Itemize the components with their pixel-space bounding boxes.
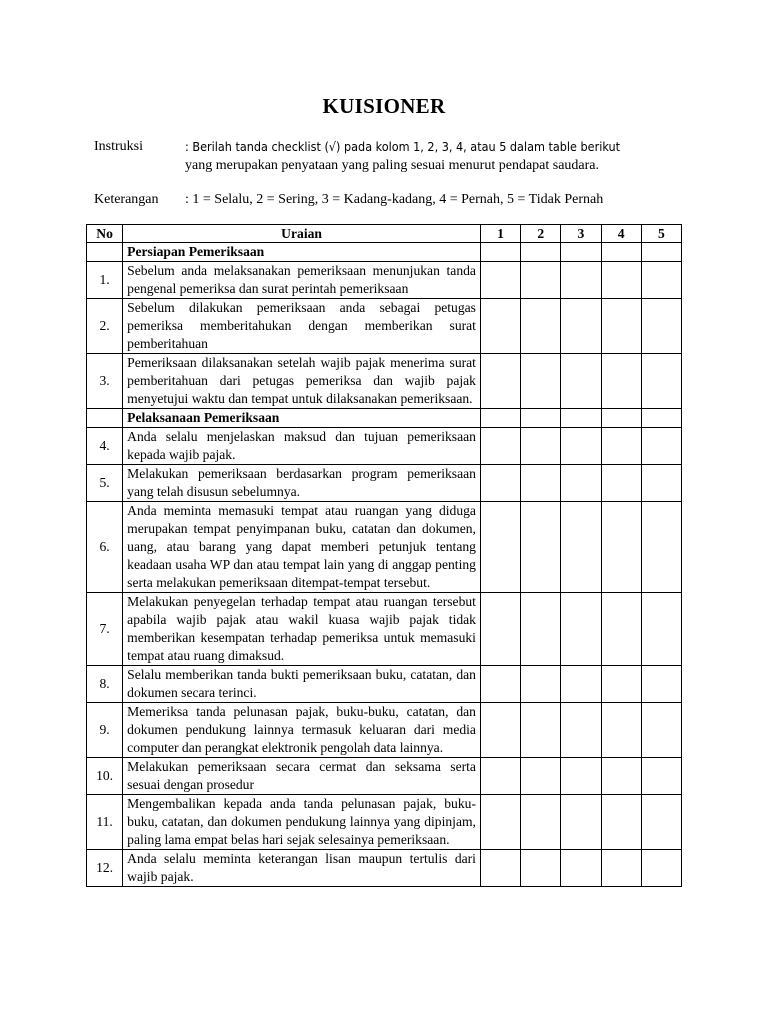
table-row [87, 299, 682, 354]
row-statement: Sebelum anda melaksanakan pemeriksaan menunjukan tanda pengenal pemeriksa dan surat perintah pemeriksaan [123, 262, 481, 299]
table-row [87, 354, 682, 409]
section-title: Pelaksanaan Pemeriksaan [123, 409, 481, 428]
answer-cell-2[interactable] [521, 850, 561, 887]
section-blank-cell [641, 409, 681, 428]
answer-cell-2[interactable] [521, 703, 561, 758]
answer-cell-1[interactable] [480, 354, 520, 409]
instruksi-label: Instruksi [94, 139, 143, 154]
section-blank-cell [641, 243, 681, 262]
section-title: Persiapan Pemeriksaan [123, 243, 481, 262]
answer-cell-1[interactable] [480, 703, 520, 758]
section-blank-cell [561, 409, 601, 428]
section-row [87, 243, 682, 262]
table-row [87, 703, 682, 758]
table-row [87, 428, 682, 465]
row-number: 9. [87, 703, 123, 758]
table-row [87, 666, 682, 703]
instruksi-line-2: yang merupakan penyataan yang paling sesuai menurut pendapat saudara. [185, 158, 600, 173]
answer-cell-1[interactable] [480, 428, 520, 465]
answer-cell-1[interactable] [480, 465, 520, 502]
answer-cell-4[interactable] [601, 299, 641, 354]
table-row [87, 262, 682, 299]
section-blank-cell [480, 243, 520, 262]
answer-cell-5[interactable] [641, 850, 681, 887]
row-number: 12. [87, 850, 123, 887]
answer-cell-5[interactable] [641, 666, 681, 703]
row-statement: Selalu memberikan tanda bukti pemeriksaan buku, catatan, dan dokumen secara terinci. [123, 666, 481, 703]
table-row [87, 502, 682, 593]
answer-cell-3[interactable] [561, 758, 601, 795]
answer-cell-3[interactable] [561, 850, 601, 887]
answer-cell-2[interactable] [521, 593, 561, 666]
row-statement: Memeriksa tanda pelunasan pajak, buku-buku, catatan, dan dokumen pendukung lainnya termasuk keluaran dari media computer dan perangkat elektronik pengolah data lainnya. [123, 703, 481, 758]
answer-cell-3[interactable] [561, 465, 601, 502]
row-statement: Melakukan pemeriksaan secara cermat dan seksama serta sesuai dengan prosedur [123, 758, 481, 795]
answer-cell-3[interactable] [561, 795, 601, 850]
row-statement: Anda selalu menjelaskan maksud dan tujuan pemeriksaan kepada wajib pajak. [123, 428, 481, 465]
row-number: 8. [87, 666, 123, 703]
row-statement: Pemeriksaan dilaksanakan setelah wajib pajak menerima surat pemberitahuan dari petugas pemeriksa dan wajib pajak menyetujui waktu dan tempat untuk dilaksanakan pemeriksaan. [123, 354, 481, 409]
answer-cell-5[interactable] [641, 354, 681, 409]
row-number: 5. [87, 465, 123, 502]
section-blank-cell [601, 243, 641, 262]
section-blank-cell [521, 409, 561, 428]
instruksi-line-1: : Berilah tanda checklist (√) pada kolom 1, 2, 3, 4, atau 5 dalam table berikut [185, 139, 621, 154]
answer-cell-2[interactable] [521, 502, 561, 593]
answer-cell-4[interactable] [601, 703, 641, 758]
answer-cell-2[interactable] [521, 262, 561, 299]
row-number: 1. [87, 262, 123, 299]
answer-cell-4[interactable] [601, 795, 641, 850]
answer-cell-1[interactable] [480, 795, 520, 850]
answer-cell-1[interactable] [480, 666, 520, 703]
row-statement: Mengembalikan kepada anda tanda pelunasan pajak, buku-buku, catatan, dan dokumen pendukung lainnya yang dipinjam, paling lama empat belas hari sejak selesainya pemeriksaan. [123, 795, 481, 850]
answer-cell-2[interactable] [521, 299, 561, 354]
section-blank-cell [480, 409, 520, 428]
row-number: 4. [87, 428, 123, 465]
table-row [87, 795, 682, 850]
answer-cell-4[interactable] [601, 262, 641, 299]
answer-cell-1[interactable] [480, 502, 520, 593]
answer-cell-4[interactable] [601, 593, 641, 666]
row-number: 11. [87, 795, 123, 850]
answer-cell-2[interactable] [521, 666, 561, 703]
answer-cell-4[interactable] [601, 666, 641, 703]
answer-cell-3[interactable] [561, 593, 601, 666]
section-blank-cell [601, 409, 641, 428]
row-number: 7. [87, 593, 123, 666]
row-number: 2. [87, 299, 123, 354]
answer-cell-3[interactable] [561, 502, 601, 593]
row-statement: Anda selalu meminta keterangan lisan maupun tertulis dari wajib pajak. [123, 850, 481, 887]
answer-cell-2[interactable] [521, 428, 561, 465]
answer-cell-1[interactable] [480, 850, 520, 887]
row-statement: Melakukan pemeriksaan berdasarkan program pemeriksaan yang telah disusun sebelumnya. [123, 465, 481, 502]
row-number: 10. [87, 758, 123, 795]
answer-cell-5[interactable] [641, 795, 681, 850]
answer-cell-3[interactable] [561, 354, 601, 409]
answer-cell-4[interactable] [601, 502, 641, 593]
table-row [87, 850, 682, 887]
page-title: KUISIONER [322, 94, 446, 118]
answer-cell-1[interactable] [480, 299, 520, 354]
table-row [87, 465, 682, 502]
row-number: 6. [87, 502, 123, 593]
header-no: No [87, 225, 123, 243]
answer-cell-3[interactable] [561, 666, 601, 703]
row-statement: Sebelum dilakukan pemeriksaan anda sebagai petugas pemeriksa memberitahukan dengan memberikan surat pemberitahuan [123, 299, 481, 354]
answer-cell-5[interactable] [641, 299, 681, 354]
answer-cell-3[interactable] [561, 262, 601, 299]
answer-cell-5[interactable] [641, 262, 681, 299]
answer-cell-5[interactable] [641, 465, 681, 502]
answer-cell-5[interactable] [641, 428, 681, 465]
answer-cell-3[interactable] [561, 299, 601, 354]
answer-cell-5[interactable] [641, 502, 681, 593]
answer-cell-1[interactable] [480, 262, 520, 299]
answer-cell-4[interactable] [601, 465, 641, 502]
keterangan-text: : 1 = Selalu, 2 = Sering, 3 = Kadang-kadang, 4 = Pernah, 5 = Tidak Pernah [185, 192, 604, 207]
answer-cell-4[interactable] [601, 758, 641, 795]
section-no-cell [87, 409, 123, 428]
answer-cell-5[interactable] [641, 758, 681, 795]
header-uraian: Uraian [123, 225, 481, 243]
header-score-5: 5 [641, 225, 681, 243]
row-statement: Anda meminta memasuki tempat atau ruangan yang diduga merupakan tempat penyimpanan buku, catatan dan dokumen, uang, atau barang yang dapat memberi petunjuk tentang keadaan usaha WP dan atau tempat lain yang di anggap penting serta melakukan pemeriksaan ditempat-tempat tersebut. [123, 502, 481, 593]
row-number: 3. [87, 354, 123, 409]
answer-cell-3[interactable] [561, 428, 601, 465]
answer-cell-2[interactable] [521, 354, 561, 409]
answer-cell-4[interactable] [601, 354, 641, 409]
answer-cell-3[interactable] [561, 703, 601, 758]
section-blank-cell [521, 243, 561, 262]
table-row [87, 758, 682, 795]
header-score-4: 4 [601, 225, 641, 243]
header-score-3: 3 [561, 225, 601, 243]
section-no-cell [87, 243, 123, 262]
questionnaire-table [86, 224, 682, 887]
answer-cell-1[interactable] [480, 758, 520, 795]
answer-cell-5[interactable] [641, 703, 681, 758]
header-score-2: 2 [521, 225, 561, 243]
answer-cell-5[interactable] [641, 593, 681, 666]
answer-cell-4[interactable] [601, 428, 641, 465]
section-row [87, 409, 682, 428]
answer-cell-2[interactable] [521, 758, 561, 795]
answer-cell-2[interactable] [521, 465, 561, 502]
instruksi-text [185, 137, 685, 175]
section-blank-cell [561, 243, 601, 262]
answer-cell-1[interactable] [480, 593, 520, 666]
table-body [87, 243, 682, 887]
header-score-1: 1 [480, 225, 520, 243]
table-header-row [87, 225, 682, 243]
answer-cell-2[interactable] [521, 795, 561, 850]
answer-cell-4[interactable] [601, 850, 641, 887]
table-row [87, 593, 682, 666]
row-statement: Melakukan penyegelan terhadap tempat atau ruangan tersebut apabila wajib pajak atau wakil kuasa wajib pajak tidak memberikan kesempatan terhadap pemeriksa untuk memasuki tempat atau ruang dimaksud. [123, 593, 481, 666]
keterangan-label: Keterangan [94, 192, 159, 207]
